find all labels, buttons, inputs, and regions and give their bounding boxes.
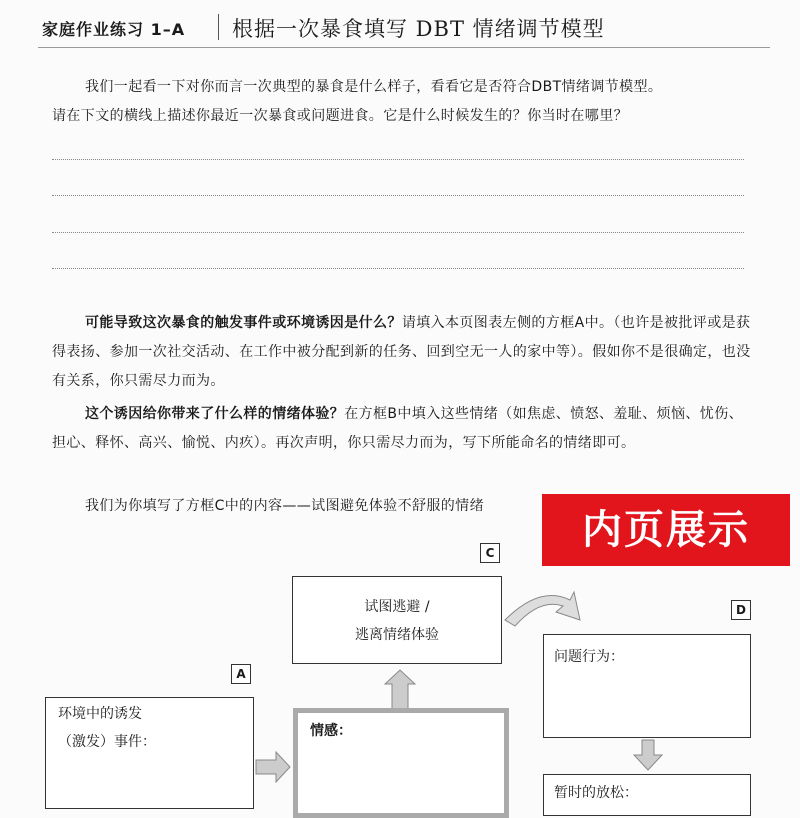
box-e[interactable] [543,774,751,816]
box-c-tag: C [480,543,500,563]
intro-line-1: 我们一起看一下对你而言一次典型的暴食是什么样子，看看它是否符合DBT情绪调节模型。 [85,79,663,95]
trigger-instructions: 请填入本页图表左侧的方框A中。（也许是被批评或是获得表扬、参加一次社交活动、在工作中被分配到新的任务、回到空无一人的家中等）。假如你不是很确定，也没有关系，你只需尽力而为。 [52,315,751,389]
box-b-label: 情感： [310,723,352,739]
box-a-text [58,700,156,756]
arrow-c-to-d [505,592,580,626]
box-d-label: 问题行为： [554,649,624,665]
emotion-instructions: 在方框B中填入这些情绪（如焦虑、愤怒、羞耻、烦恼、忧伤、担心、释怀、高兴、愉悦、内疚）。再次声明，你只需尽力而为，写下所能命名的情绪即可。 [52,406,744,451]
box-a-line-1: 环境中的诱发 [58,706,142,722]
box-a-tag: A [231,664,251,684]
box-d[interactable] [543,634,751,738]
arrow-a-to-b [256,752,290,782]
box-c-line-1: 试图逃避 / [364,599,430,615]
box-a-line-2: （激发）事件： [58,734,156,750]
boxc-note: 我们为你填写了方框C中的内容——试图避免体验不舒服的情绪 [85,498,484,514]
exercise-title: 根据一次暴食填写 DBT 情绪调节模型 [232,17,605,41]
box-c[interactable] [292,576,502,664]
box-a[interactable] [45,697,254,809]
arrow-b-to-c [385,670,415,710]
arrow-d-to-e [634,740,662,770]
exercise-label: 家庭作业练习 1–A [42,20,186,39]
box-b[interactable] [293,708,509,818]
box-c-line-2: 逃离情绪体验 [355,627,439,643]
emotion-question: 这个诱因给你带来了什么样的情绪体验？ [85,406,345,422]
trigger-question: 可能导致这次暴食的触发事件或环境诱因是什么？ [85,315,402,331]
box-d-tag: D [731,600,751,620]
intro-line-2: 请在下文的横线上描述你最近一次暴食或问题进食。它是什么时候发生的？你当时在哪里？ [52,108,628,124]
box-e-label: 暂时的放松： [554,785,638,801]
box-c-text [293,593,501,649]
promo-banner: 内页展示 [542,494,790,566]
